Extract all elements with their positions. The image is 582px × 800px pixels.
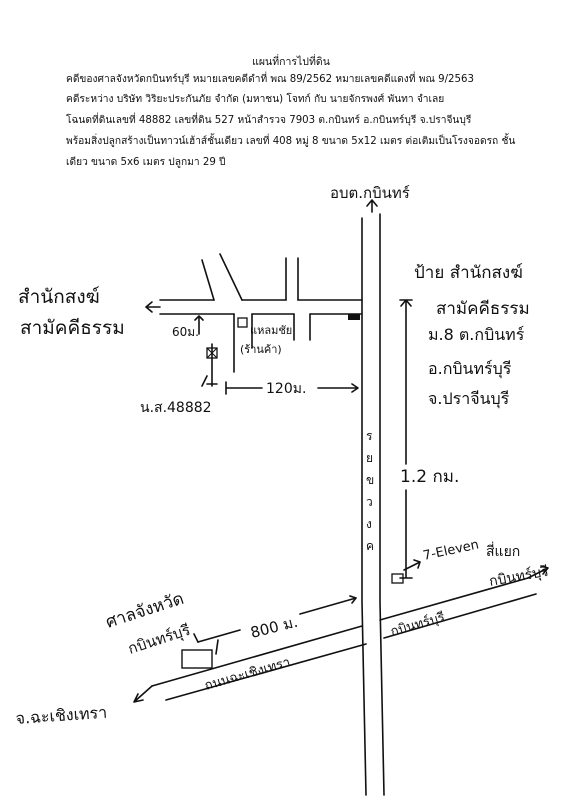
road-char-5: ง — [366, 517, 372, 531]
dist-12km-label: 1.2 กม. — [400, 467, 460, 487]
building-line-2: เดียว ขนาด 5x6 เมตร ปลูกมา 29 ปี — [66, 157, 226, 168]
dist-120m-label: 120ม. — [266, 381, 307, 397]
sign-label-5: จ.ปราจีนบุรี — [428, 389, 510, 408]
court-label-1: ศาลจังหวัด — [103, 588, 187, 633]
dist-800m-label: 800 ม. — [248, 612, 300, 642]
sign-label-4: อ.กบินทร์บุรี — [428, 359, 512, 378]
deed-number-label: น.ส.48882 — [140, 400, 212, 416]
parties-line: คดีระหว่าง บริษัท วิริยะประกันภัย จำกัด (มหาชน) โจทก์ กับ นายจักรพงศ์ พันทา จำเลย — [66, 94, 445, 105]
side-street-2 — [286, 258, 298, 300]
seven-eleven-label: 7-Eleven — [421, 537, 481, 564]
sign-label-2: สามัคคีธรรม — [436, 299, 530, 319]
court-marker — [182, 650, 212, 668]
road-char-3: ข — [366, 473, 375, 487]
court-label-2: กบินทร์บุรี — [125, 620, 193, 658]
road-diag-label-left: ถนนฉะเชิงเทรา — [202, 655, 293, 694]
left-office-label-1: สำนักสงฆ์ — [18, 286, 100, 308]
junction-label-1: สี่แยก — [486, 544, 521, 560]
shop-label-2: (ร้านค้า) — [240, 343, 282, 356]
side-street-1 — [202, 254, 242, 300]
shop-marker — [238, 318, 247, 327]
deed-line: โฉนดที่ดินเลขที่ 48882 เลขที่ดิน 527 หน้าสำรวจ 7903 ต.กบินทร์ อ.กบินทร์บุรี จ.ปราจีนบุรี — [66, 115, 472, 126]
junction-label-2: กบินทร์บุรี — [487, 563, 550, 590]
page-title: แผนที่การไปที่ดิน — [252, 56, 330, 68]
road-char-4: ว — [366, 495, 373, 509]
dimension-12km — [400, 300, 412, 578]
dist-60m-label: 60ม. — [172, 325, 199, 339]
building-line: พร้อมสิ่งปลูกสร้างเป็นทาวน์เฮ้าส์ชั้นเดียว เลขที่ 408 หมู่ 8 ขนาด 5x12 เมตร ต่อเติมเป็นโรงจอดรถ ชั้น — [66, 136, 516, 147]
diagonal-arrow-left — [134, 686, 152, 702]
chachoengsao-label: จ.ฉะเชิงเทรา — [14, 702, 108, 728]
road-char-6: ค — [366, 539, 375, 553]
sign-label-3: ม.8 ต.กบินทร์ — [428, 325, 525, 344]
left-office-label-2: สามัคคีธรรม — [20, 317, 125, 339]
main-road-right-edge — [380, 214, 384, 795]
shop-label-1: แหลมชัย — [250, 324, 293, 337]
road-char-1: ร — [366, 429, 373, 443]
west-arrow — [146, 302, 160, 312]
road-char-2: ย — [366, 451, 374, 465]
north-destination-label: อบต.กบินทร์ — [330, 184, 410, 202]
diagonal-road-top-edge — [152, 578, 528, 686]
case-number-line: คดีของศาลจังหวัดกบินทร์บุรี หมายเลขคดีดำที่ พณ 89/2562 หมายเลขคดีแดงที่ พณ 9/2563 — [66, 74, 474, 85]
sign-label-1: ป้าย สำนักสงฆ์ — [414, 263, 523, 283]
side-street-4 — [294, 314, 310, 340]
sign-marker — [348, 314, 360, 320]
road-diag-label-right: กบินทร์บุรี — [388, 610, 447, 640]
